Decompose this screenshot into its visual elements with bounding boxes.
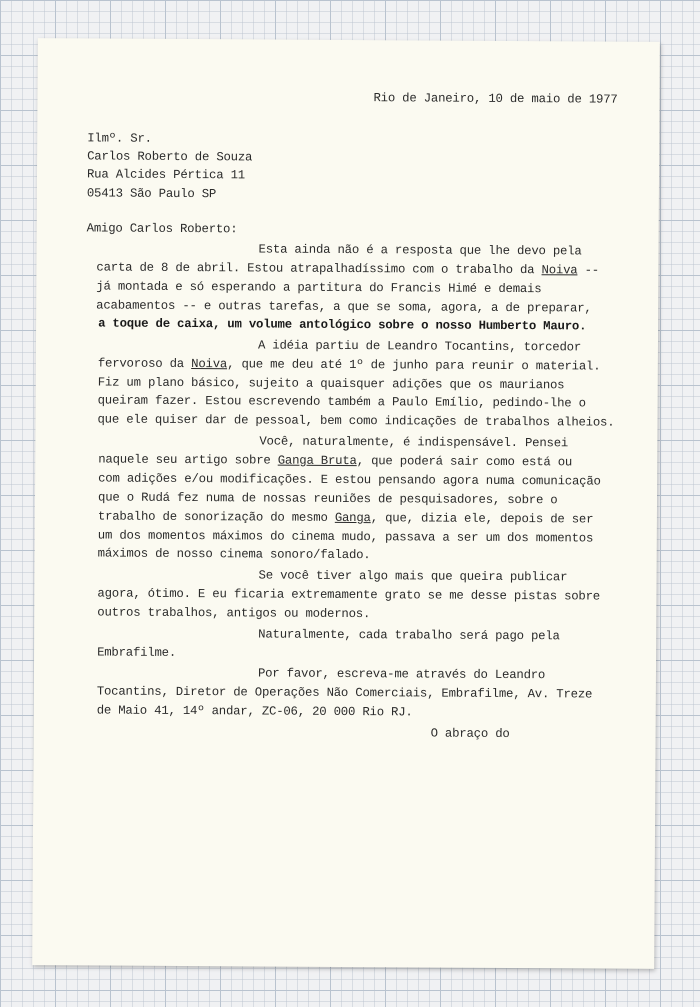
- body-line: Tocantins, Diretor de Operações Não Comerciais, Embrafilme, Av. Treze: [96, 684, 593, 702]
- recipient-city: 05413 São Paulo SP: [86, 186, 217, 202]
- letter-date: Rio de Janeiro, 10 de maio de 1977: [373, 91, 618, 107]
- body-line: A idéia partiu de Leandro Tocantins, torcedor: [257, 338, 582, 355]
- body-line: a toque de caixa, um volume antológico sobre o nosso Humberto Mauro.: [98, 316, 587, 334]
- body-line: Naturalmente, cada trabalho será pago pela: [258, 627, 560, 644]
- body-line: Você, naturalmente, é indispensável. Pensei: [259, 434, 569, 451]
- body-line: carta de 8 de abril. Estou atrapalhadíssimo com o trabalho da Noiva --: [96, 260, 600, 278]
- body-line: máximos de nosso cinema sonoro/falado.: [97, 546, 371, 563]
- body-line: acabamentos -- e outras tarefas, a que se soma, agora, a de preparar,: [96, 298, 592, 316]
- body-line: de Maio 41, 14º andar, ZC-06, 20 000 Rio RJ.: [96, 703, 413, 720]
- recipient-title: Ilmº. Sr.: [87, 131, 152, 146]
- body-line: Por favor, escreva-me através do Leandro: [257, 666, 546, 683]
- body-line: queiram fazer. Estou escrevendo também a Paulo Emílio, pedindo-lhe o: [97, 393, 586, 411]
- letter-sheet: [32, 38, 660, 969]
- body-line: outros trabalhos, antigos ou modernos.: [97, 605, 371, 622]
- body-line: Embrafilme.: [97, 645, 177, 660]
- body-line: Se você tiver algo mais que queira publicar: [258, 568, 568, 585]
- body-line: com adições e/ou modificações. E estou pensando agora numa comunicação: [98, 471, 601, 489]
- body-line: Esta ainda não é a resposta que lhe devo pela: [258, 242, 582, 259]
- recipient-name: Carlos Roberto de Souza: [87, 149, 253, 165]
- body-line: um dos momentos máximos do cinema mudo, passava a ser um dos momentos: [97, 528, 594, 546]
- body-line: que ele quiser dar de pessoal, bem como indicações de trabalhos alheios.: [97, 412, 615, 430]
- body-line: que o Rudá fez numa de nossas reuniões de pesquisadores, sobre o: [97, 490, 558, 508]
- recipient-street: Rua Alcides Pértica 11: [86, 167, 245, 183]
- salutation: Amigo Carlos Roberto:: [86, 221, 238, 237]
- closing: O abraço do: [430, 726, 510, 742]
- body-line: agora, ótimo. E eu ficaria extremamente grato se me desse pistas sobre: [97, 586, 601, 604]
- body-line: fervoroso da Noiva, que me deu até 1º de junho para reunir o material.: [97, 356, 601, 374]
- body-line: trabalho de sonorização do mesmo Ganga, que, dizia ele, depois de ser: [97, 509, 594, 527]
- body-line: já montada e só esperando a partitura do Francis Himé e demais: [96, 279, 542, 297]
- body-line: Fiz um plano básico, sujeito a quaisquer adições que os maurianos: [97, 375, 565, 393]
- body-line: naquele seu artigo sobre Ganga Bruta, que poderá sair como está ou: [98, 452, 573, 470]
